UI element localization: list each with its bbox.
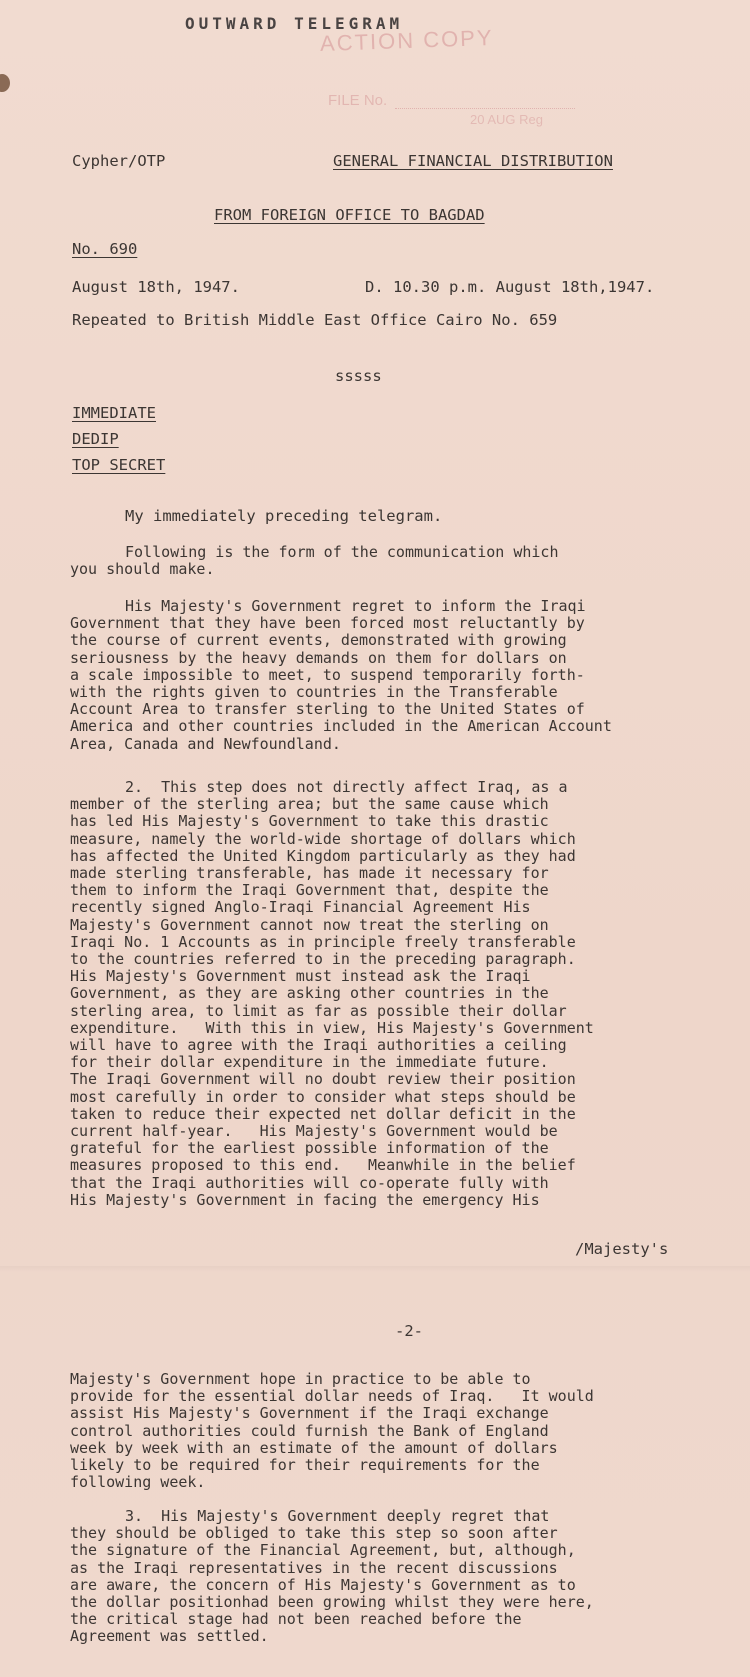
paragraph-line: has affected the United Kingdom particularly as they had [70,846,576,865]
paragraph-line: His Majesty's Government must instead ask the Iraqi [70,967,531,986]
paragraph-line: following week. [70,1473,206,1492]
date-stamp: 20 AUG Reg [470,112,543,127]
paragraph-line: grateful for the earliest possible information of the [70,1139,549,1158]
paragraph-line: most carefully in order to consider what steps should be [70,1087,576,1106]
paragraph-line: Government, as they are asking other countries in the [70,984,549,1003]
paragraph-line: sterling area, to limit as far as possible their dollar [70,1001,567,1020]
paragraph-line: likely to be required for their requirements for the [70,1456,540,1475]
paragraph-line: they should be obliged to take this step so soon after [70,1524,558,1543]
paragraph-line: His Majesty's Government in facing the emergency His [70,1190,540,1209]
paragraph-line: seriousness by the heavy demands on them for dollars on [70,648,567,667]
telegram-date: August 18th, 1947. [72,278,240,296]
cypher-label: Cypher/OTP [72,152,166,170]
paragraph-line: with the rights given to countries in the Transferable [70,683,558,702]
marking-top-secret: TOP SECRET [72,456,166,474]
paragraph-line: to the countries referred to in the preceding paragraph. [70,950,576,969]
paragraph-line: measure, namely the world-wide shortage of dollars which [70,829,576,848]
intro-paragraph [70,544,735,578]
paragraph-line: Area, Canada and Newfoundland. [70,734,341,753]
paragraph-line: measures proposed to this end. Meanwhile in the belief [70,1156,576,1175]
repeated-to: Repeated to British Middle East Office Cairo No. 659 [72,311,558,329]
page-divider [0,1266,750,1272]
paragraph-line: member of the sterling area; but the same cause which [70,795,549,814]
separator: sssss [335,367,382,385]
paragraph-line: has led His Majesty's Government to take this drastic [70,812,549,831]
paragraph-line: them to inform the Iraqi Government that, despite the [70,881,549,900]
paragraph-line: control authorities could furnish the Bank of England [70,1421,549,1440]
marking-immediate: IMMEDIATE [72,404,156,422]
dispatch-time: D. 10.30 p.m. August 18th,1947. [365,278,655,296]
file-number-line [395,108,575,109]
telegram-title: OUTWARD TELEGRAM [185,14,404,33]
paragraph-continued [70,1371,735,1491]
paragraph-line: America and other countries included in the American Account [70,717,612,736]
paragraph-line: recently signed Anglo-Iraqi Financial Agreement His [70,898,531,917]
telegram-number: No. 690 [72,240,138,258]
paragraph-line: the dollar positionhad been growing whilst they were here, [70,1593,594,1612]
paragraph-line: the critical stage had not been reached before the [70,1610,522,1629]
paragraph-line: provide for the essential dollar needs of Iraq. It would [70,1387,594,1406]
file-number-stamp: FILE No. [328,92,388,109]
intro-line: you should make. [70,560,215,579]
paragraph-line: current half-year. His Majesty's Government would be [70,1122,558,1141]
paragraph-line: Iraqi No. 1 Accounts as in principle freely transferable [70,932,576,951]
paragraph-line: the signature of the Financial Agreement, but, although, [70,1541,576,1560]
paragraph-line: 2. This step does not directly affect Iraq, as a [125,778,568,796]
paragraph-line: as the Iraqi representatives in the recent discussions [70,1558,558,1577]
paragraph-line: 3. His Majesty's Government deeply regret that [125,1507,550,1525]
paragraph-line: will have to agree with the Iraqi authorities a ceiling [70,1036,567,1055]
paragraph-line: Account Area to transfer sterling to the United States of [70,700,585,719]
paragraph-1 [70,598,735,753]
preceding-telegram-line: My immediately preceding telegram. [125,507,443,525]
paragraph-line: that the Iraqi authorities will co-operate fully with [70,1173,549,1192]
paragraph-line: Government that they have been forced most reluctantly by [70,614,585,633]
paragraph-line: for their dollar expenditure in the immediate future. [70,1053,549,1072]
catchword: /Majesty's [575,1240,669,1258]
paragraph-line: a scale impossible to meet, to suspend temporarily forth- [70,665,585,684]
paragraph-line: Majesty's Government cannot now treat the sterling on [70,915,549,934]
paragraph-line: assist His Majesty's Government if the Iraqi exchange [70,1404,549,1423]
paragraph-line: Agreement was settled. [70,1627,269,1646]
paragraph-3 [70,1508,735,1646]
marking-dedip: DEDIP [72,430,119,448]
paragraph-line: are aware, the concern of His Majesty's Government as to [70,1575,576,1594]
paragraph-line: expenditure. With this in view, His Majesty's Government [70,1018,594,1037]
paragraph-line: His Majesty's Government regret to inform the Iraqi [125,597,586,615]
distribution-label: GENERAL FINANCIAL DISTRIBUTION [333,152,613,170]
paragraph-line: Majesty's Government hope in practice to be able to [70,1370,531,1388]
punch-hole [0,74,10,92]
paragraph-line: week by week with an estimate of the amount of dollars [70,1438,558,1457]
intro-line: Following is the form of the communication which [125,543,559,561]
paragraph-2 [70,779,735,1209]
page-2-number: -2- [395,1322,423,1340]
action-copy-stamp: ACTION COPY [319,24,494,57]
paragraph-line: The Iraqi Government will no doubt review their position [70,1070,576,1089]
paragraph-line: taken to reduce their expected net dollar deficit in the [70,1104,576,1123]
paragraph-line: the course of current events, demonstrated with growing [70,631,567,650]
from-to-line: FROM FOREIGN OFFICE TO BAGDAD [214,206,485,224]
paragraph-line: made sterling transferable, has made it necessary for [70,864,549,883]
